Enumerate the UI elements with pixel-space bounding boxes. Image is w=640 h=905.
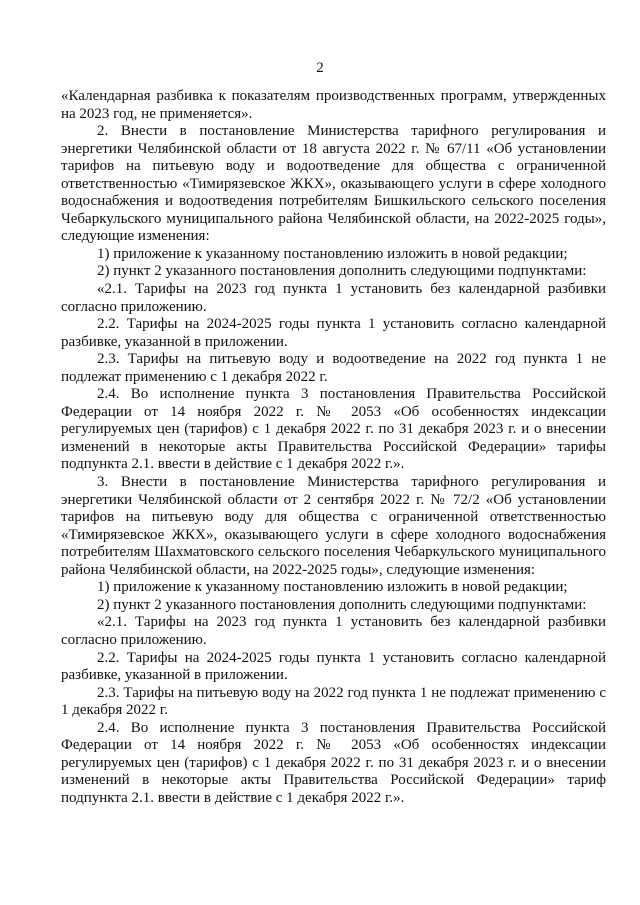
paragraph: 2.4. Во исполнение пункта 3 постановления Правительства Российской Федерации от 14 ноября 2022 г. № 2053 «Об особенностях индексации регулируемых цен (тарифов) с 1 декабря 2022 г. по 31 декабря 2023 г. и о внесении изменений в некоторые акты Правительства Российской Федерации» тариф подпункта 2.1. ввести в действие с 1 декабря 2022 г.». — [61, 719, 606, 806]
paragraph: 2.3. Тарифы на питьевую воду на 2022 год пункта 1 не подлежат применению с 1 декабря 2022 г. — [61, 684, 606, 719]
paragraph: «2.1. Тарифы на 2023 год пункта 1 установить без календарной разбивки согласно приложению. — [61, 614, 606, 648]
paragraph: 2) пункт 2 указанного постановления дополнить следующими подпунктами: — [97, 263, 587, 280]
paragraph: 2.3. Тарифы на питьевую воду и водоотведение на 2022 год пункта 1 не подлежат применению с 1 декабря 2022 г. — [61, 351, 606, 385]
paragraph: 2.2. Тарифы на 2024-2025 годы пункта 1 установить согласно календарной разбивке, указанной в приложении. — [61, 316, 606, 350]
paragraph: 2.2. Тарифы на 2024-2025 годы пункта 1 установить согласно календарной разбивке, указанной в приложении. — [61, 649, 606, 684]
paragraph: «Календарная разбивка к показателям производственных программ, утвержденных на 2023 год, не применяется». — [61, 88, 606, 122]
paragraph: 1) приложение к указанному постановлению изложить в новой редакции; — [97, 579, 568, 596]
page-number: 2 — [316, 60, 324, 76]
paragraph: 3. Внести в постановление Министерства тарифного регулирования и энергетики Челябинской области от 2 сентября 2022 г. № 72/2 «Об установлении тарифов на питьевую воду для общества с ограниченной ответственностью «Тимирязевское ЖКХ», оказывающего услуги в сфере холодного водоснабжения потребителям Шахматовского сельского поселения Чебаркульского муниципального района Челябинской области, на 2022-2025 годы», следующие изменения: — [61, 474, 606, 578]
paragraph: 2.4. Во исполнение пункта 3 постановления Правительства Российской Федерации от 14 ноября 2022 г. № 2053 «Об особенностях индексации регулируемых цен (тарифов) с 1 декабря 2022 г. по 31 декабря 2023 г. и о внесении изменений в некоторые акты Правительства Российской Федерации» тарифы подпункта 2.1. ввести в действие с 1 декабря 2022 г.». — [61, 386, 606, 473]
document-body — [61, 88, 606, 807]
paragraph: «2.1. Тарифы на 2023 год пункта 1 установить без календарной разбивки согласно приложению. — [61, 281, 606, 315]
paragraph: 1) приложение к указанному постановлению изложить в новой редакции; — [97, 245, 568, 262]
paragraph: 2) пункт 2 указанного постановления дополнить следующими подпунктами: — [97, 596, 587, 613]
paragraph: 2. Внести в постановление Министерства тарифного регулирования и энергетики Челябинской области от 18 августа 2022 г. № 67/11 «Об установлении тарифов на питьевую воду и водоотведение для общества с ограниченной ответственностью «Тимирязевское ЖКХ», оказывающего услуги в сфере холодного водоснабжения и водоотведения потребителям Бишкильского сельского поселения Чебаркульского муниципального района Челябинской области, на 2022-2025 годы», следующие изменения: — [61, 123, 606, 245]
